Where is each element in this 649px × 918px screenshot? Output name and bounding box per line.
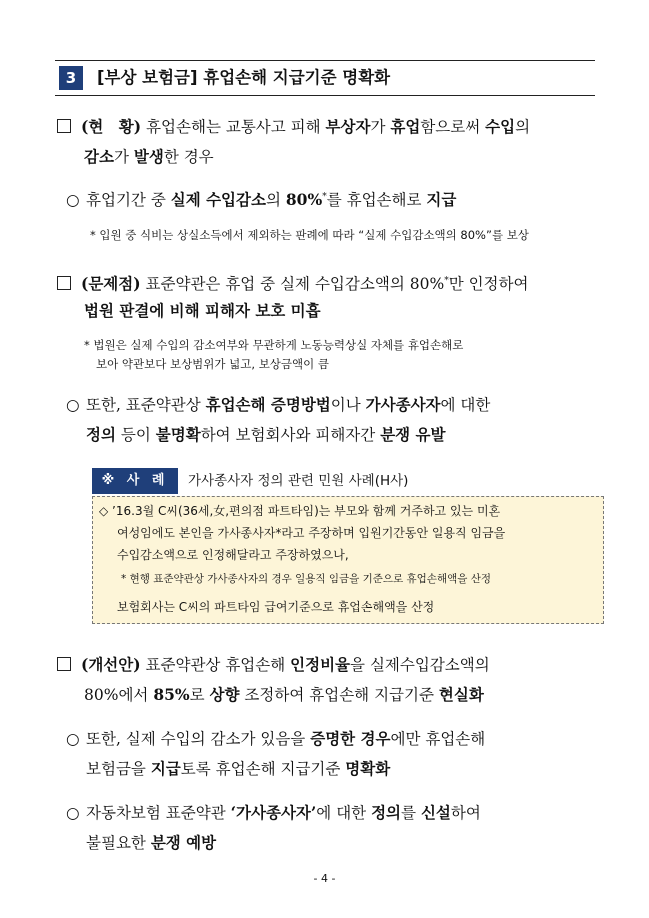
section-number: 3 [59,66,83,90]
problem-line-2: 법원 판결에 비해 피해자 보호 미흡 [84,301,321,320]
case-line-1: ◇ ’16.3월 C씨(36세,女,편의점 파트타임)는 부모와 함께 거주하고 있는 미혼 [99,504,501,518]
improve-bullet-2-line-2: 불필요한 분쟁 예방 [86,833,217,852]
case-line-3: 수입감소액으로 인정해달라고 주장하였으나, [117,548,349,562]
case-title: 가사종사자 정의 관련 민원 사례(H사) [188,473,409,489]
case-line-2: 여성임에도 본인을 가사종사자*라고 주장하며 입원기간동안 일용직 임금을 [117,526,506,540]
improve-line-1: (개선안) 표준약관상 휴업손해 인정비율을 실제수입감소액의 [57,650,490,680]
case-label: ※ 사 례 [92,468,178,494]
problem-note-1: * 법원은 실제 수입의 감소여부와 무관하게 노동능력상실 자체를 휴업손해로 [84,338,464,352]
bullet-circle-icon: ○ [66,191,80,210]
current-bullet: ○ 휴업기간 중 실제 수입감소의 80%*를 휴업손해로 지급 [66,182,456,215]
current-line-1: (현 황) 휴업손해는 교통사고 피해 부상자가 휴업함으로써 수입의 [57,112,530,142]
problem-bullet-line-1: ○ 또한, 표준약관상 휴업손해 증명방법이나 가사종사자에 대한 [66,390,490,420]
case-line-5: 보험회사는 C씨의 파트타임 급여기준으로 휴업손해액을 산정 [117,600,435,614]
checkbox-square-icon [57,276,71,290]
improve-bullet-1-line-1: ○ 또한, 실제 수입의 감소가 있음을 증명한 경우에만 휴업손해 [66,724,485,754]
case-box [92,496,604,624]
current-note: * 입원 중 식비는 상실소득에서 제외하는 판례에 따라 “실제 수입감소액의 80%”를 보상 [90,228,529,242]
case-line-4: * 현행 표준약관상 가사종사자의 경우 일용직 임금을 기준으로 휴업손해액을 산정 [121,573,492,585]
section-title: [부상 보험금] 휴업손해 지급기준 명확화 [97,68,391,87]
improve-line-2: 80%에서 85%로 상향 조정하여 휴업손해 지급기준 현실화 [84,685,484,704]
bullet-circle-icon: ○ [66,396,80,414]
checkbox-square-icon [57,119,71,133]
problem-line-1: (문제점) 표준약관은 휴업 중 실제 수입감소액의 80%*만 인정하여 [57,266,528,299]
improve-bullet-1-line-2: 보험금을 지급토록 휴업손해 지급기준 명확화 [86,759,391,778]
page-number: - 4 - [313,872,336,885]
section-header [55,60,595,96]
improve-bullet-2-line-1: ○ 자동차보험 표준약관 ‘가사종사자’에 대한 정의를 신설하여 [66,798,481,828]
checkbox-square-icon [57,657,71,671]
problem-note-2: 보아 약관보다 보상범위가 넓고, 보상금액이 큼 [96,357,330,371]
bullet-circle-icon: ○ [66,804,80,822]
problem-bullet-line-2: 정의 등이 불명확하여 보험회사와 피해자간 분쟁 유발 [86,425,446,444]
bullet-circle-icon: ○ [66,730,80,748]
current-line-2: 감소가 발생한 경우 [84,147,214,166]
